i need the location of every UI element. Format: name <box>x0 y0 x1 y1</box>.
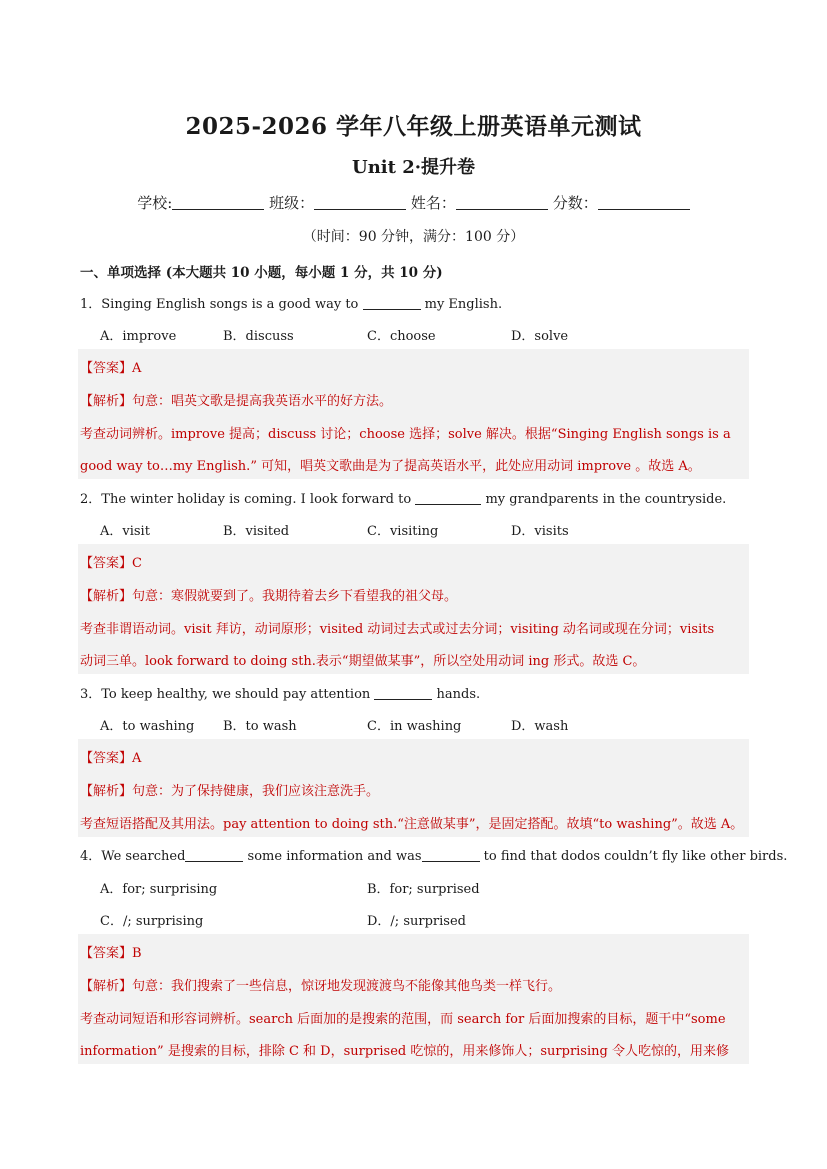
stem-text: 3．To keep healthy, we should pay attention <box>80 687 375 702</box>
option-c: C．visiting <box>367 524 439 539</box>
analysis-line: 【解析】句意：寒假就要到了。我期待着去乡下看望我的祖父母。 <box>80 589 458 604</box>
answer-line: 【答案】A <box>80 751 142 766</box>
answer-blank <box>422 849 480 862</box>
answer-blank <box>415 492 481 505</box>
analysis-line: 【解析】句意：我们搜索了一些信息，惊讶地发现渡渡鸟不能像其他鸟类一样飞行。 <box>80 979 562 994</box>
analysis-line: 考查动词辨析。improve 提高；discuss 讨论；choose 选择；solve 解决。根据“Singing English songs is a <box>80 427 731 442</box>
exam-subtitle: Unit 2·提升卷 <box>352 157 475 178</box>
stem-text: hands. <box>432 687 481 702</box>
stem-text: my grandparents in the countryside. <box>481 492 727 507</box>
analysis-line: 【解析】句意：为了保持健康，我们应该注意洗手。 <box>80 784 380 799</box>
analysis-line: 【解析】句意：唱英文歌是提高我英语水平的好方法。 <box>80 394 393 409</box>
analysis-line: information” 是搜索的目标，排除 C 和 D，surprised 吃惊的，用来修饰人；surprising 令人吃惊的，用来修 <box>80 1044 729 1059</box>
analysis-line: good way to…my English.” 可知，唱英文歌曲是为了提高英语水平，此处应用动词 improve 。故选 A。 <box>80 459 701 474</box>
option-a: A．to washing <box>100 719 195 734</box>
option-d: D．visits <box>511 524 569 539</box>
option-a: A．for; surprising <box>100 882 218 897</box>
question-stem <box>80 683 480 702</box>
stem-text: 4．We searched <box>80 849 186 864</box>
name-blank <box>456 195 548 210</box>
option-b: B．to wash <box>223 719 297 734</box>
analysis-line: 考查非谓语动词。visit 拜访，动词原形；visited 动词过去式或过去分词；visiting 动名词或现在分词；visits <box>80 622 715 637</box>
option-a: A．improve <box>100 329 177 344</box>
option-c: C．choose <box>367 329 436 344</box>
score-label: 分数： <box>552 194 598 212</box>
stem-text: 2．The winter holiday is coming. I look forward to <box>80 492 416 507</box>
name-label: 姓名： <box>410 194 456 212</box>
answer-line: 【答案】B <box>80 946 142 961</box>
question-stem <box>80 845 787 864</box>
option-b: B．visited <box>223 524 290 539</box>
answer-blank <box>374 687 432 700</box>
question-stem <box>80 293 502 312</box>
answer-blank <box>185 849 243 862</box>
options-row <box>100 325 740 343</box>
option-d: D．solve <box>511 329 569 344</box>
option-d: D．/; surprised <box>367 914 466 929</box>
section-heading: 一、单项选择 (本大题共 10 小题，每小题 1 分，共 10 分) <box>80 265 443 281</box>
option-d: D．wash <box>511 719 569 734</box>
answer-blank <box>363 297 421 310</box>
score-blank <box>598 195 690 210</box>
school-blank <box>172 195 264 210</box>
option-b: B．for; surprised <box>367 882 480 897</box>
class-label: 班级： <box>269 194 315 212</box>
analysis-line: 动词三单。look forward to doing sth.表示“期望做某事”，所以空处用动词 ing 形式。故选 C。 <box>80 654 646 669</box>
analysis-line: 考查短语搭配及其用法。pay attention to doing sth.“注意做某事”，是固定搭配。故填“to washing”。故选 A。 <box>80 817 744 832</box>
stem-text: my English. <box>420 297 503 312</box>
stem-text: to find that dodos couldn’t fly like other birds. <box>479 849 788 864</box>
question-stem <box>80 488 726 507</box>
student-info-fields <box>0 192 827 213</box>
options-row <box>100 878 740 896</box>
option-c: C．/; surprising <box>100 914 204 929</box>
option-a: A．visit <box>100 524 150 539</box>
options-row <box>100 910 740 928</box>
stem-text: 1．Singing English songs is a good way to <box>80 297 363 312</box>
class-blank <box>314 195 406 210</box>
option-b: B．discuss <box>223 329 294 344</box>
options-row <box>100 520 740 538</box>
answer-line: 【答案】C <box>80 556 142 571</box>
options-row <box>100 715 740 733</box>
answer-line: 【答案】A <box>80 361 142 376</box>
analysis-line: 考查动词短语和形容词辨析。search 后面加的是搜索的范围，而 search for 后面加搜索的目标，题干中“some <box>80 1012 726 1027</box>
time-note: （时间：90 分钟，满分：100 分） <box>302 229 525 245</box>
option-c: C．in washing <box>367 719 462 734</box>
exam-title: 2025-2026 学年八年级上册英语单元测试 <box>185 113 642 140</box>
stem-text: some information and was <box>243 849 422 864</box>
school-label: 学校: <box>137 194 173 212</box>
